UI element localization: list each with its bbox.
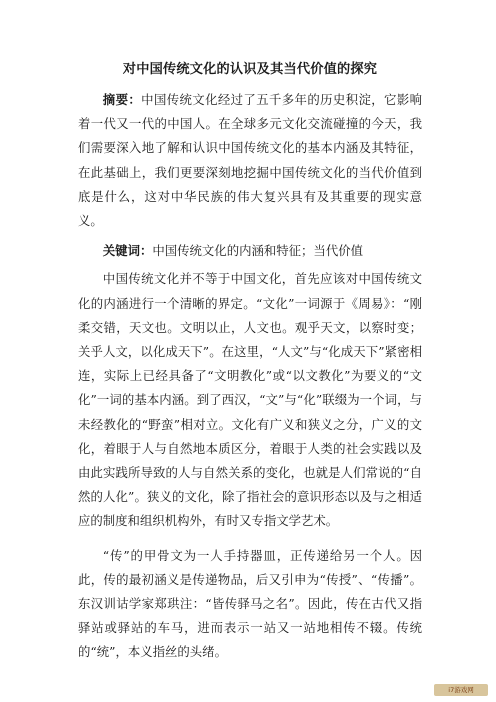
abstract-paragraph (78, 88, 422, 233)
abstract-label: 摘要： (102, 92, 142, 107)
document-page (78, 58, 422, 665)
abstract-text: 中国传统文化经过了五千多年的历史积淀，它影响着一代又一代的中国人。在全球多元文化交流碰撞的今天，我们需要深入地了解和认识中国传统文化的基本内涵及其特征，在此基础上，我们更要深刻地挖掘中国传统文化的当代价值到底是什么，这对中华民族的伟大复兴具有及其重要的现实意义。 (78, 92, 423, 229)
keywords-label: 关键词： (102, 243, 153, 259)
keywords-paragraph (78, 239, 422, 263)
keywords-text: 中国传统文化的内涵和特征；当代价值 (152, 243, 363, 259)
body-paragraph-2: “传”的甲骨文为一人手持器皿，正传递给另一个人。因此，传的最初涵义是传递物品，后又引申为“传授”、“传播”。东汉训诂学家郑珙注：“皆传驿马之名”。因此，传在古代又指驿站或驿站的车马，进而表示一站又一站地相传不辍。传统的“统”，本义指丝的头绪。 (78, 547, 422, 660)
body-paragraph-1: 中国传统文化并不等于中国文化，首先应该对中国传统文化的内涵进行一个清晰的界定。“文化”一词源于《周易》：“刚柔交错，天文也。文明以止，人文也。观乎天文，以察时变；关乎人文，以化成天下”。在这里，“人文”与“化成天下”紧密相连，实际上已经具备了“文明教化”或“以文教化”为要义的“文化”一词的基本内涵。到了西汉，“文”与“化”联缀为一个词，与未经教化的“野蛮”相对立。文化有广义和狭义之分，广义的文化，着眼于人与自然地本质区分，着眼于人类的社会实践以及由此实践所导致的人与自然关系的变化，也就是人们常说的“自然的人化”。狭义的文化，除了指社会的意识形态以及与之相适应的制度和组织机构外，有时又专指文学艺术。 (78, 271, 422, 529)
watermark-badge: i7游戏网 (434, 684, 488, 696)
document-title: 对中国传统文化的认识及其当代价值的探究 (122, 62, 378, 77)
